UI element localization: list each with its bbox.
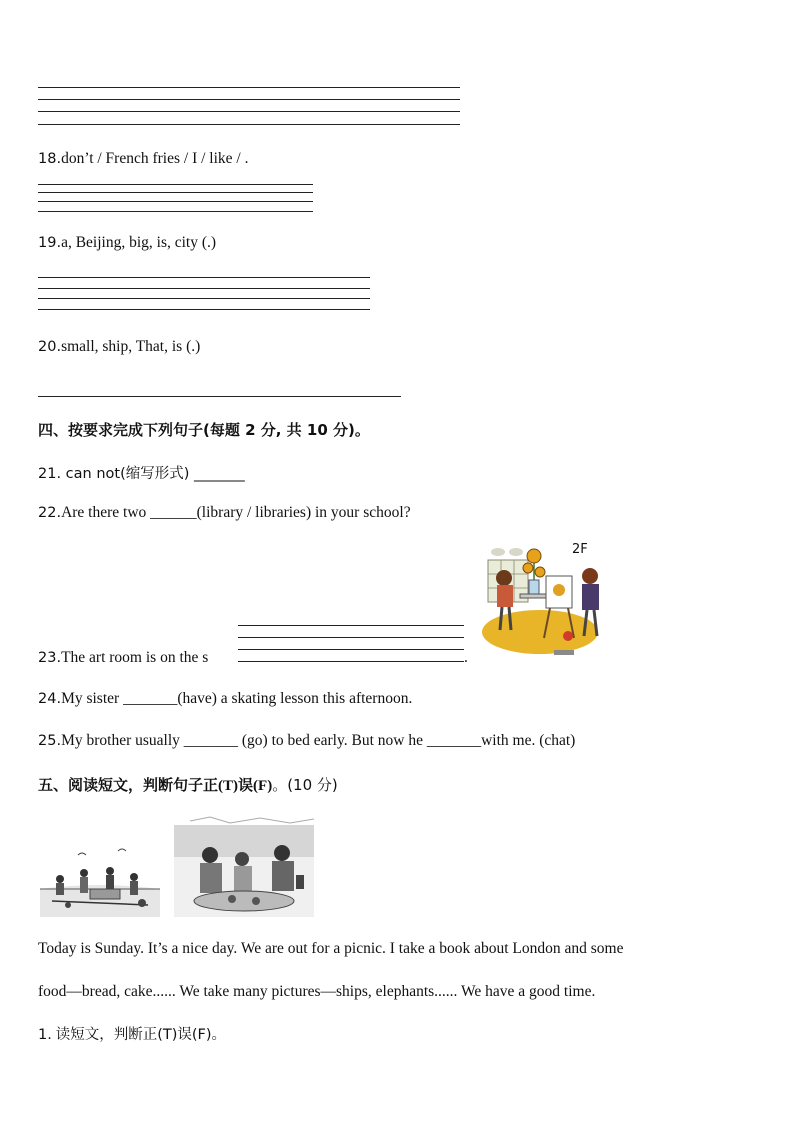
answer-line[interactable]	[38, 309, 370, 310]
task-1	[38, 1023, 226, 1044]
picnic-illustration-left	[38, 845, 162, 917]
answer-line[interactable]	[38, 298, 370, 299]
answer-line[interactable]	[38, 111, 460, 112]
answer-line[interactable]	[38, 277, 370, 278]
art-room-illustration	[480, 540, 610, 662]
heading-part: 五、阅读短文，判断句子正	[38, 776, 219, 794]
question-text: a, Beijing, big, is, city (.)	[61, 234, 217, 251]
heading-part: 误	[238, 776, 254, 794]
answer-line[interactable]	[38, 192, 313, 193]
answer-line[interactable]	[238, 661, 464, 662]
section-4-heading: 四、按要求完成下列句子(每题 2 分, 共 10 分)。	[38, 421, 370, 439]
heading-part: (F)	[253, 778, 273, 794]
question-text: My brother usually _______ (go) to bed early. But now he _______with me. (chat)	[61, 732, 576, 749]
question-23-end: .	[464, 649, 468, 666]
picnic-illustration-right	[170, 815, 318, 917]
question-number: 24.	[38, 691, 62, 707]
question-number: 1.	[38, 1027, 52, 1043]
question-text: The art room is on the s	[61, 649, 209, 666]
question-number: 25.	[38, 733, 62, 749]
question-number: 22.	[38, 505, 62, 521]
question-19	[38, 234, 216, 252]
question-number: 18.	[38, 151, 62, 167]
answer-line[interactable]	[238, 625, 464, 626]
answer-line[interactable]	[38, 396, 401, 397]
answer-line[interactable]	[38, 99, 460, 100]
question-number: 19.	[38, 235, 62, 251]
question-18	[38, 150, 248, 168]
question-number: 21.	[38, 466, 62, 482]
section-5-heading	[38, 774, 338, 795]
question-text: 读短文，判断正(T)误(F)。	[55, 1027, 227, 1043]
answer-line[interactable]	[38, 184, 313, 185]
answer-line[interactable]	[38, 288, 370, 289]
question-22	[38, 504, 411, 522]
question-text: Are there two ______(library / libraries) in your school?	[61, 504, 411, 521]
answer-line[interactable]	[38, 201, 313, 202]
floor-label: 2F	[572, 542, 588, 557]
question-text: small, ship, That, is (.)	[61, 338, 201, 355]
question-text: can not(缩写形式) _______	[61, 466, 245, 482]
answer-line[interactable]	[38, 211, 313, 212]
passage-line-2: food—bread, cake...... We take many pictures—ships, elephants...... We have a good time.	[38, 983, 596, 1000]
question-23	[38, 649, 208, 667]
answer-line[interactable]	[38, 124, 460, 125]
answer-line[interactable]	[38, 87, 460, 88]
answer-line[interactable]	[238, 649, 464, 650]
question-number: 23.	[38, 650, 62, 666]
question-text: don’t / French fries / I / like / .	[61, 150, 249, 167]
question-number: 20.	[38, 339, 62, 355]
heading-part: 。(10 分)	[272, 776, 338, 794]
heading-part: (T)	[218, 778, 239, 794]
passage-line-1: Today is Sunday. It’s a nice day. We are out for a picnic. I take a book about London and some	[38, 940, 624, 957]
answer-line[interactable]	[238, 637, 464, 638]
question-24	[38, 690, 412, 708]
question-20	[38, 338, 200, 356]
question-21	[38, 462, 245, 483]
question-text: My sister _______(have) a skating lesson this afternoon.	[61, 690, 413, 707]
question-25	[38, 732, 575, 750]
